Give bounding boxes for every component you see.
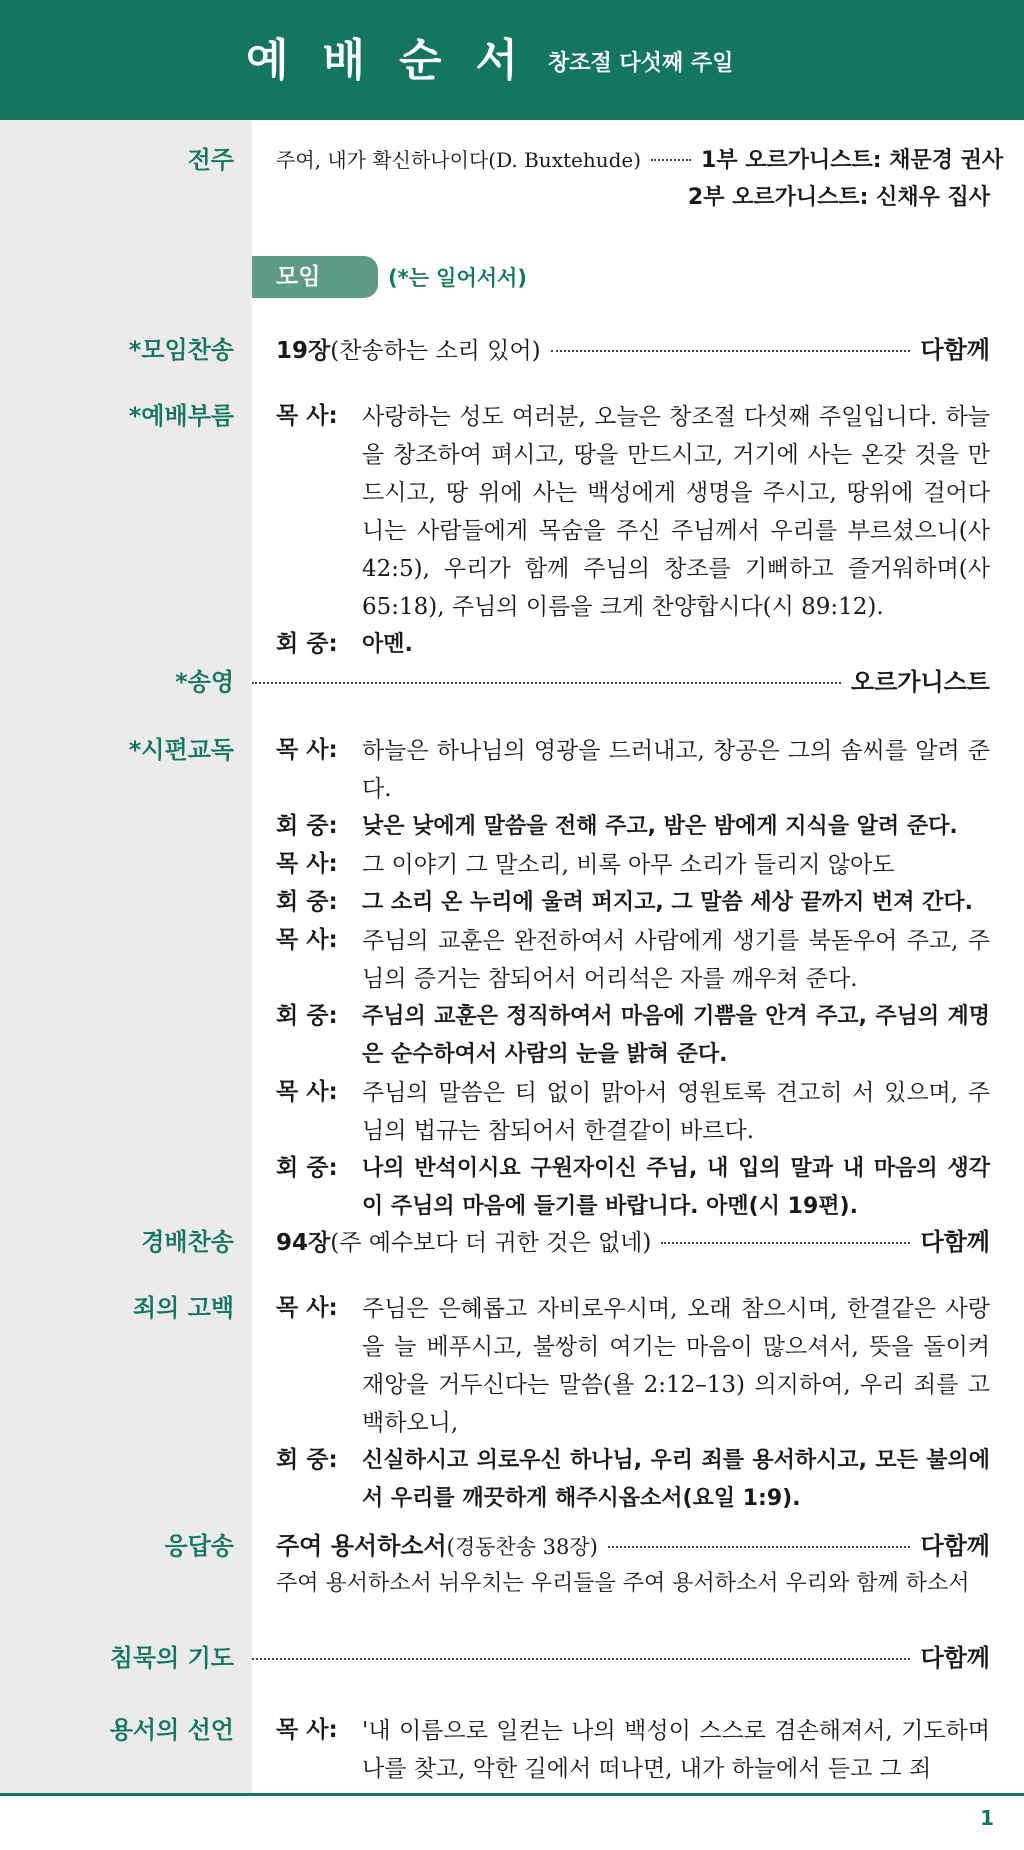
confession-responses xyxy=(276,1290,990,1518)
leader-dots xyxy=(551,350,911,352)
response-line xyxy=(276,846,990,884)
prelude-performer-1: 1부 오르가니스트: 채문경 권사 xyxy=(701,148,1004,173)
speaker-label: 목 사: xyxy=(276,1717,338,1743)
response-line xyxy=(276,922,990,998)
speaker-label: 목 사: xyxy=(276,737,338,763)
response-text: 주님의 교훈은 정직하여서 마음에 기쁨을 안겨 주고, 주님의 계명은 순수하여서 사람의 눈을 밝혀 준다. xyxy=(362,1004,990,1067)
response-text: '내 이름으로 일컫는 나의 백성이 스스로 겸손해져서, 기도하며 나를 찾고, 악한 길에서 떠나면, 내가 하늘에서 듣고 그 죄 xyxy=(362,1718,990,1782)
response-text: 신실하시고 의로우신 하나님, 우리 죄를 용서하시고, 모든 불의에서 우리를 깨끗하게 해주시옵소서(요일 1:9). xyxy=(362,1448,990,1511)
response-text: 그 소리 온 누리에 울려 퍼지고, 그 말씀 세상 끝까지 번져 간다. xyxy=(362,890,974,915)
leader-dots xyxy=(252,1658,910,1660)
page-subtitle: 창조절 다섯째 주일 xyxy=(548,51,734,76)
response-text: 사랑하는 성도 여러분, 오늘은 창조절 다섯째 주일입니다. 하늘을 창조하여 펴시고, 땅을 만드시고, 거기에 사는 온갖 것을 만드시고, 땅 위에 사는 백성에게 생명을 주시고, 땅위에 걸어다니는 사람들에게 목숨을 주신 주님께서 우리를 부르셨으니(사 42:5), 우리가 함께 주님의 창조를 기뻐하고 즐거워하며(사 65:18), 주님의 이름을 크게 찬양합시다(시 89:12). xyxy=(362,404,990,620)
speaker-label: 회 중: xyxy=(276,1447,338,1473)
speaker-label: 회 중: xyxy=(276,813,338,839)
response-source: (경동찬송 38장) xyxy=(446,1535,598,1559)
response-text: 주님은 은혜롭고 자비로우시며, 오래 참으시며, 한결같은 사랑을 늘 베푸시고, 불쌍히 여기는 마음이 많으셔서, 뜻을 돌이켜 재앙을 거두신다는 말씀(욜 2:12–13) 의지하여, 우리 죄를 고백하오니, xyxy=(362,1296,990,1436)
response-line xyxy=(276,398,990,626)
worship-hymn-number: 94장 xyxy=(276,1230,331,1256)
prelude-piece: 주여, 내가 확신하나이다(D. Buxtehude) xyxy=(276,148,642,172)
response-text: 주님의 말씀은 티 없이 맑아서 영원토록 견고히 서 있으며, 주님의 법규는 참되어서 한결같이 바르다. xyxy=(362,1080,990,1144)
response-text: 아멘. xyxy=(362,632,413,657)
gathering-note: (*는 일어서서) xyxy=(388,266,527,290)
opening-hymn-who: 다함께 xyxy=(920,336,990,364)
doxology-who: 오르가니스트 xyxy=(850,668,990,696)
speaker-label: 회 중: xyxy=(276,1155,338,1181)
leader-dots xyxy=(608,1546,911,1548)
page-number: 1 xyxy=(980,1806,994,1830)
opening-hymn-label: *모임찬송 xyxy=(128,336,234,364)
leader-dots xyxy=(651,159,691,161)
speaker-label: 회 중: xyxy=(276,889,338,915)
speaker-label: 목 사: xyxy=(276,1079,338,1105)
absolution-responses xyxy=(276,1712,990,1788)
prelude-label: 전주 xyxy=(187,146,234,174)
response-line xyxy=(276,1712,990,1788)
response-text: 하늘은 하나님의 영광을 드러내고, 창공은 그의 솜씨를 알려 준다. xyxy=(362,738,990,802)
speaker-label: 목 사: xyxy=(276,403,338,429)
response-text: 그 이야기 그 말소리, 비록 아무 소리가 들리지 않아도 xyxy=(362,852,895,878)
response-text: 주님의 교훈은 완전하여서 사람에게 생기를 북돋우어 주고, 주님의 증거는 참되어서 어리석은 자를 깨우쳐 준다. xyxy=(362,928,990,992)
speaker-label: 회 중: xyxy=(276,631,338,657)
speaker-label: 목 사: xyxy=(276,1295,338,1321)
response-line xyxy=(276,1074,990,1150)
response-line xyxy=(276,1442,990,1518)
call-to-worship-label: *예배부름 xyxy=(128,402,234,430)
psalter-responses xyxy=(276,732,990,1226)
response-line xyxy=(276,626,990,664)
response-line xyxy=(276,1290,990,1442)
leader-dots xyxy=(252,682,841,684)
response-lyric: 주여 용서하소서 뉘우치는 우리들을 주여 용서하소서 우리와 함께 하소서 xyxy=(276,1571,970,1596)
confession-label: 죄의 고백 xyxy=(132,1294,234,1322)
response-line xyxy=(276,808,990,846)
gathering-tab: 모임 xyxy=(252,256,378,298)
response-line xyxy=(276,1150,990,1226)
worship-hymn-title: (주 예수보다 더 귀한 것은 없네) xyxy=(330,1230,652,1256)
absolution-label: 용서의 선언 xyxy=(109,1716,234,1744)
speaker-label: 목 사: xyxy=(276,851,338,877)
silent-prayer-label: 침묵의 기도 xyxy=(109,1644,234,1672)
response-text: 나의 반석이시요 구원자이신 주님, 내 입의 말과 내 마음의 생각이 주님의 마음에 들기를 바랍니다. 아멘(시 19편). xyxy=(362,1156,990,1219)
psalter-label: *시편교독 xyxy=(128,736,234,764)
response-line xyxy=(276,884,990,922)
opening-hymn-number: 19장 xyxy=(276,338,331,364)
leader-dots xyxy=(661,1242,910,1244)
worship-hymn-label: 경배찬송 xyxy=(141,1228,234,1256)
page-title: 예배순서 xyxy=(246,35,553,86)
silent-prayer-who: 다함께 xyxy=(920,1644,990,1672)
response-who: 다함께 xyxy=(920,1532,990,1560)
header-bar xyxy=(0,0,1024,120)
response-line xyxy=(276,998,990,1074)
response-text: 낮은 낮에게 말씀을 전해 주고, 밤은 밤에게 지식을 알려 준다. xyxy=(362,814,958,839)
doxology-label: *송영 xyxy=(175,668,234,696)
call-to-worship-responses xyxy=(276,398,990,664)
response-line xyxy=(276,732,990,808)
speaker-label: 목 사: xyxy=(276,927,338,953)
footer-rule xyxy=(0,1793,1024,1796)
worship-hymn-who: 다함께 xyxy=(920,1228,990,1256)
response-label: 응답송 xyxy=(164,1532,234,1560)
speaker-label: 회 중: xyxy=(276,1003,338,1029)
prelude-performer-2: 2부 오르가니스트: 신채우 집사 xyxy=(687,185,990,210)
opening-hymn-title: (찬송하는 소리 있어) xyxy=(330,338,541,364)
response-title: 주여 용서하소서 xyxy=(276,1532,447,1560)
